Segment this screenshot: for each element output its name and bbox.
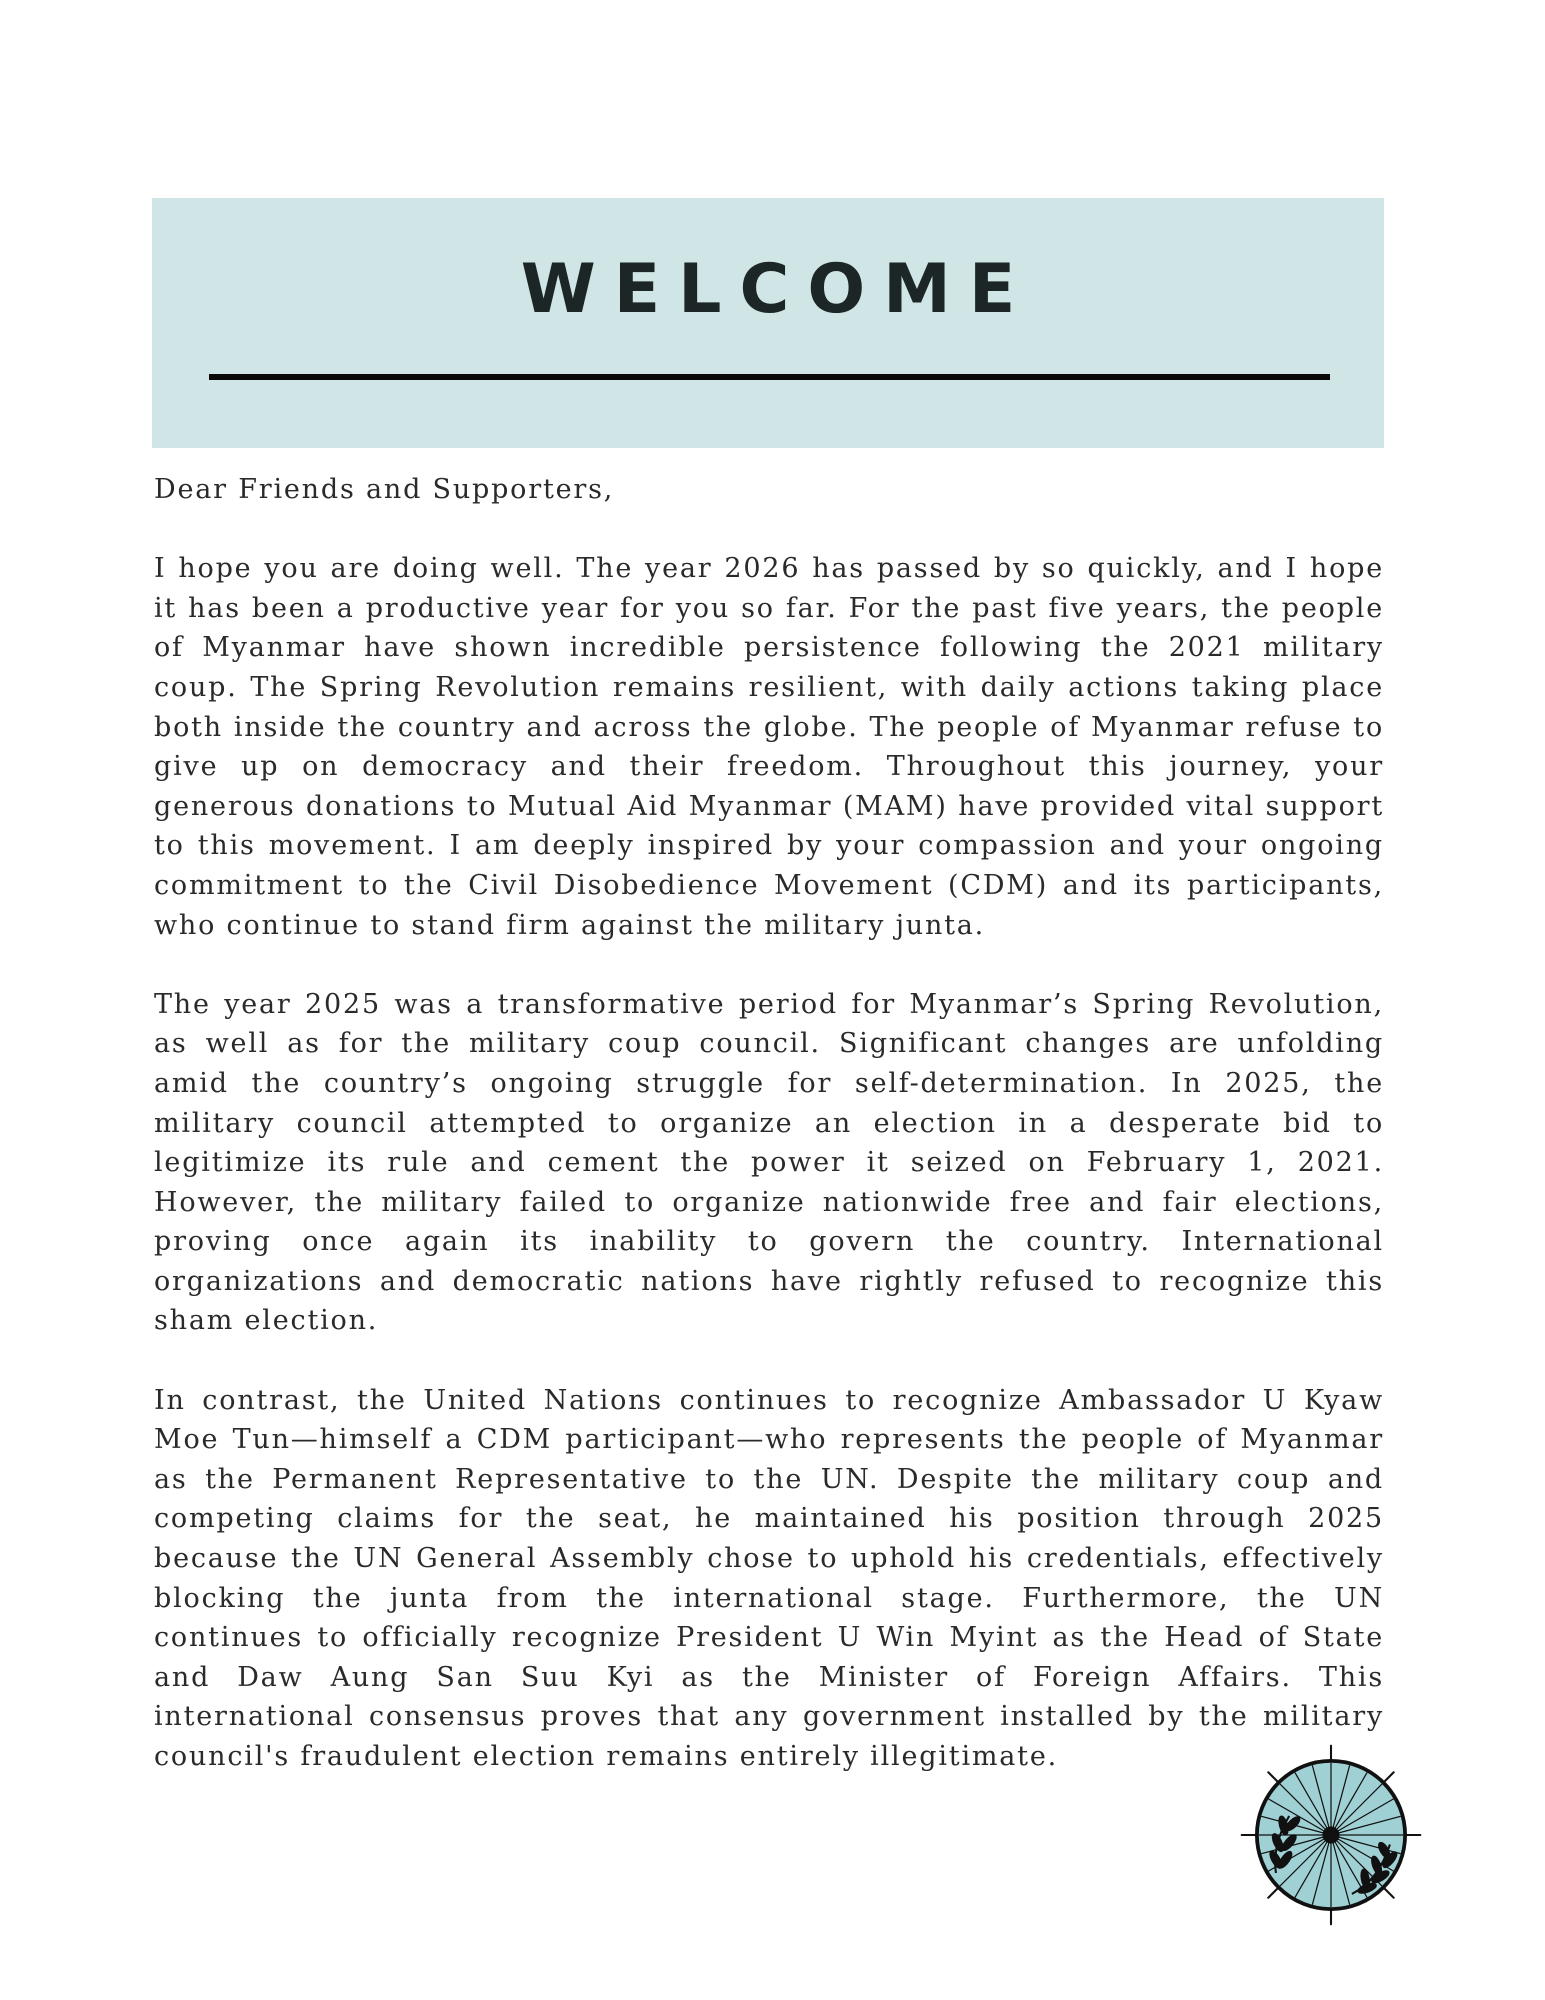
letter-paragraph-3: In contrast, the United Nations continues to recognize Ambassador U Kyaw Moe Tun—himself a CDM participant—who represents the people of Myanmar as the Permanent Representative to the UN. Despite the military coup and competing claims for the seat, he maintained his position through 2025 because the UN General Assembly chose to uphold his credentials, effectively blocking the junta from the international stage. Furthermore, the UN continues to officially recognize President U Win Myint as the Head of State and Daw Aung San Suu Kyi as the Minister of Foreign Affairs. This international consensus proves that any government installed by the military council's fraudulent election remains entirely illegitimate.	[154, 1384, 1384, 1772]
welcome-banner	[152, 198, 1384, 448]
letter-paragraph-1: I hope you are doing well. The year 2026 has passed by so quickly, and I hope it has been a productive year for you so far. For the past five years, the people of Myanmar have shown incredible persistence following the 2021 military coup. The Spring Revolution remains resilient, with daily actions taking place both inside the country and across the globe. The people of Myanmar refuse to give up on democracy and their freedom. Throughout this journey, your generous donations to Mutual Aid Myanmar (MAM) have provided vital support to this movement. I am deeply inspired by your compassion and your ongoing commitment to the Civil Disobedience Movement (CDM) and its participants, who continue to stand firm against the military junta.	[154, 553, 1384, 941]
letter-paragraph-2: The year 2025 was a transformative period for Myanmar’s Spring Revolution, as well as for the military coup council. Significant changes are unfolding amid the country’s ongoing struggle for self-determination. In 2025, the military council attempted to organize an election in a desperate bid to legitimize its rule and cement the power it seized on February 1, 2021. However, the military failed to organize nationwide free and fair elections, proving once again its inability to govern the country. International organizations and democratic nations have rightly refused to recognize this sham election.	[154, 988, 1384, 1337]
letter-salutation: Dear Friends and Supporters,	[154, 474, 615, 505]
letter-body	[154, 470, 1384, 1816]
banner-title: WELCOME	[520, 250, 1034, 329]
umbrella-laurel-emblem-icon	[1236, 1740, 1426, 1930]
banner-divider	[209, 374, 1330, 380]
